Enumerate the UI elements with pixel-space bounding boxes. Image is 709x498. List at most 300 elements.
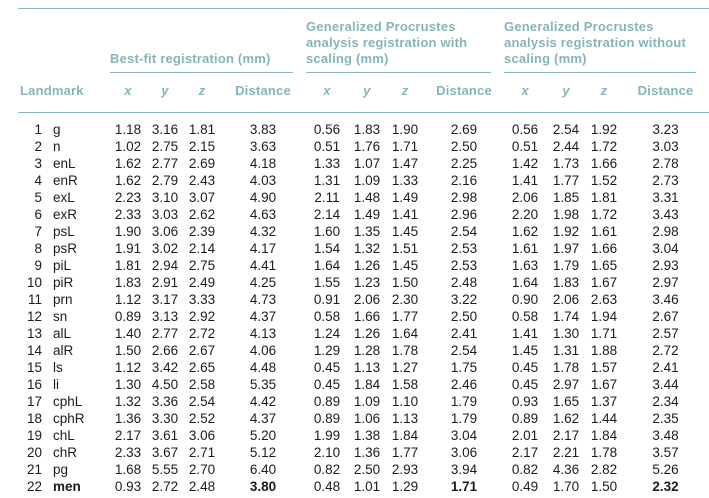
table-row (18, 274, 709, 291)
distance-cell: 4.73 (249, 292, 277, 307)
coordinate-cell: 0.58 (313, 309, 341, 324)
distance-cell: 4.42 (249, 394, 277, 409)
table-row (18, 206, 709, 223)
distance-cell: 2.41 (652, 360, 679, 375)
coordinate-cell: 1.81 (114, 258, 142, 273)
coordinate-cell: 1.73 (552, 156, 580, 171)
coordinate-cell: 3.17 (151, 292, 179, 307)
coordinate-cell: 2.23 (114, 190, 142, 205)
coordinate-cell: 0.93 (511, 394, 539, 409)
coordinate-cell: 1.67 (590, 275, 618, 290)
coordinate-cell: 1.40 (114, 326, 142, 341)
distance-cell: 2.50 (450, 139, 478, 154)
table-row (18, 291, 709, 308)
distance-cell: 1.79 (450, 394, 478, 409)
coordinate-cell: 0.45 (313, 360, 341, 375)
coordinate-cell: 1.78 (590, 445, 618, 460)
distance-cell: 4.13 (249, 326, 277, 341)
coordinate-cell: 4.36 (552, 462, 580, 477)
coordinate-cell: 1.13 (391, 411, 419, 426)
coordinate-cell: 1.63 (511, 258, 539, 273)
coordinate-cell: 1.85 (552, 190, 580, 205)
coordinate-cell: 1.79 (552, 258, 580, 273)
group-header-gpa-without-scaling (504, 9, 709, 74)
coordinate-cell: 1.52 (590, 173, 618, 188)
landmark-cell: exR (53, 207, 78, 222)
coordinate-cell: 1.24 (313, 326, 341, 341)
coordinate-cell: 2.54 (188, 394, 216, 409)
coordinate-cell: 0.89 (114, 309, 142, 324)
coordinate-cell: 2.39 (188, 224, 216, 239)
col-header-x-gpa-without: x (504, 73, 546, 113)
coordinate-cell: 1.07 (353, 156, 381, 171)
coordinate-cell: 3.10 (151, 190, 179, 205)
distance-cell: 2.46 (450, 377, 478, 392)
coordinate-cell: 2.30 (391, 292, 419, 307)
landmark-cell: prn (53, 292, 73, 307)
col-header-distance-best-fit: Distance (220, 73, 306, 113)
coordinate-cell: 1.84 (353, 377, 381, 392)
coordinate-cell: 0.45 (511, 377, 539, 392)
coordinate-cell: 1.02 (114, 139, 142, 154)
coordinate-cell: 3.36 (151, 394, 179, 409)
coordinate-cell: 2.67 (188, 343, 216, 358)
distance-cell: 2.69 (450, 122, 478, 137)
coordinate-cell: 1.06 (353, 411, 381, 426)
group-title: Generalized Procrustes analysis registration with scaling (mm) (306, 19, 491, 73)
coordinate-cell: 1.84 (391, 428, 419, 443)
coordinate-cell: 0.51 (511, 139, 539, 154)
distance-cell: 2.98 (450, 190, 478, 205)
row-number-cell: 9 (34, 258, 42, 273)
distance-cell: 6.40 (249, 462, 277, 477)
coordinate-cell: 1.45 (391, 258, 419, 273)
coordinate-cell: 3.07 (188, 190, 216, 205)
distance-cell: 5.20 (249, 428, 277, 443)
distance-cell: 2.32 (652, 479, 679, 494)
coordinate-cell: 0.45 (313, 377, 341, 392)
row-number-cell: 5 (34, 190, 42, 205)
table-row (18, 138, 709, 155)
distance-cell: 2.96 (450, 207, 478, 222)
distance-cell: 2.73 (652, 173, 679, 188)
coordinate-cell: 1.36 (114, 411, 142, 426)
distance-cell: 3.04 (450, 428, 478, 443)
coordinate-cell: 1.76 (353, 139, 381, 154)
row-number-cell: 15 (26, 360, 42, 375)
landmark-cell: men (53, 479, 81, 494)
coordinate-cell: 1.90 (114, 224, 142, 239)
coordinate-cell: 1.29 (391, 479, 419, 494)
coordinate-cell: 1.57 (590, 360, 618, 375)
coordinate-cell: 1.78 (552, 360, 580, 375)
coordinate-cell: 1.28 (353, 343, 381, 358)
col-header-x-best-fit: x (110, 73, 146, 113)
distance-cell: 3.04 (652, 241, 679, 256)
distance-cell: 3.80 (249, 479, 277, 494)
coordinate-cell: 2.58 (188, 377, 216, 392)
distance-cell: 2.48 (450, 275, 478, 290)
coordinate-cell: 1.83 (114, 275, 142, 290)
distance-cell: 1.71 (450, 479, 478, 494)
distance-cell: 2.54 (450, 224, 478, 239)
coordinate-cell: 1.97 (552, 241, 580, 256)
distance-cell: 4.41 (249, 258, 277, 273)
landmark-cell: enR (53, 173, 78, 188)
table-row (18, 172, 709, 189)
coordinate-cell: 1.47 (391, 156, 419, 171)
coordinate-cell: 1.99 (313, 428, 341, 443)
coordinate-cell: 2.70 (188, 462, 216, 477)
coordinate-cell: 1.71 (590, 326, 618, 341)
table-row (18, 189, 709, 206)
distance-cell: 3.57 (652, 445, 679, 460)
group-title: Best-fit registration (mm) (110, 51, 293, 73)
landmark-cell: psL (53, 224, 75, 239)
coordinate-cell: 3.02 (151, 241, 179, 256)
distance-cell: 3.44 (652, 377, 679, 392)
coordinate-cell: 2.06 (511, 190, 539, 205)
distance-cell: 4.18 (249, 156, 277, 171)
row-number-cell: 4 (34, 173, 42, 188)
coordinate-cell: 1.83 (552, 275, 580, 290)
landmark-cell: cphR (53, 411, 85, 426)
coordinate-cell: 1.88 (590, 343, 618, 358)
distance-cell: 3.22 (450, 292, 478, 307)
distance-cell: 2.97 (652, 275, 679, 290)
group-header-spacer (18, 9, 110, 74)
coordinate-cell: 2.71 (188, 445, 216, 460)
distance-cell: 4.32 (249, 224, 277, 239)
distance-cell: 4.06 (249, 343, 277, 358)
coordinate-cell: 1.71 (391, 139, 419, 154)
distance-cell: 3.31 (652, 190, 679, 205)
coordinate-cell: 1.78 (391, 343, 419, 358)
coordinate-cell: 1.33 (391, 173, 419, 188)
coordinate-cell: 1.26 (353, 258, 381, 273)
coordinate-cell: 2.49 (188, 275, 216, 290)
coordinate-cell: 1.49 (353, 207, 381, 222)
coordinate-cell: 2.63 (590, 292, 618, 307)
coordinate-cell: 2.97 (552, 377, 580, 392)
coordinate-cell: 1.45 (391, 224, 419, 239)
coordinate-cell: 1.61 (511, 241, 539, 256)
landmark-cell: cphL (53, 394, 83, 409)
coordinate-cell: 2.17 (114, 428, 142, 443)
coordinate-cell: 1.74 (552, 309, 580, 324)
coordinate-cell: 1.92 (552, 224, 580, 239)
landmark-column-header: Landmark (18, 73, 110, 113)
table-row (18, 223, 709, 240)
coordinate-cell: 2.17 (552, 428, 580, 443)
coordinate-cell: 2.69 (188, 156, 216, 171)
landmark-cell: piR (53, 275, 74, 290)
coordinate-cell: 2.10 (313, 445, 341, 460)
row-number-cell: 20 (26, 445, 42, 460)
table-row (18, 113, 709, 139)
distance-cell: 5.35 (249, 377, 277, 392)
coordinate-cell: 1.32 (353, 241, 381, 256)
coordinate-cell: 1.38 (353, 428, 381, 443)
distance-cell: 4.03 (249, 173, 277, 188)
coordinate-cell: 2.01 (511, 428, 539, 443)
distance-cell: 2.93 (652, 258, 679, 273)
coordinate-cell: 2.50 (353, 462, 381, 477)
coordinate-cell: 1.64 (391, 326, 419, 341)
coordinate-cell: 1.48 (353, 190, 381, 205)
coordinate-cell: 1.50 (114, 343, 142, 358)
table-body (18, 113, 709, 498)
coordinate-cell: 2.94 (151, 258, 179, 273)
coordinate-cell: 3.06 (188, 428, 216, 443)
coordinate-cell: 2.21 (552, 445, 580, 460)
row-number-cell: 18 (26, 411, 42, 426)
coordinate-cell: 1.72 (590, 139, 618, 154)
distance-cell: 3.46 (652, 292, 679, 307)
coordinate-cell: 0.45 (511, 360, 539, 375)
row-number-cell: 14 (26, 343, 42, 358)
coordinate-cell: 1.98 (552, 207, 580, 222)
coordinate-cell: 1.41 (511, 326, 539, 341)
row-number-cell: 12 (26, 309, 42, 324)
distance-cell: 2.53 (450, 241, 478, 256)
table-row (18, 393, 709, 410)
coordinate-cell: 1.35 (353, 224, 381, 239)
coordinate-cell: 0.48 (313, 479, 341, 494)
coordinate-cell: 2.92 (188, 309, 216, 324)
distance-cell: 2.98 (652, 224, 679, 239)
distance-cell: 3.06 (450, 445, 478, 460)
coordinate-cell: 1.66 (353, 309, 381, 324)
coordinate-cell: 1.41 (391, 207, 419, 222)
coordinate-cell: 2.43 (188, 173, 216, 188)
coordinate-cell: 2.62 (188, 207, 216, 222)
coordinate-cell: 3.30 (151, 411, 179, 426)
coordinate-cell: 3.16 (151, 122, 179, 137)
coordinate-cell: 3.06 (151, 224, 179, 239)
coordinate-cell: 1.13 (353, 360, 381, 375)
row-number-cell: 7 (34, 224, 42, 239)
coordinate-cell: 0.91 (313, 292, 341, 307)
distance-cell: 2.57 (652, 326, 679, 341)
coordinate-cell: 1.94 (590, 309, 618, 324)
distance-cell: 2.54 (450, 343, 478, 358)
coordinate-cell: 1.62 (511, 224, 539, 239)
coordinate-cell: 1.61 (590, 224, 618, 239)
coordinate-cell: 1.55 (313, 275, 341, 290)
distance-cell: 1.75 (450, 360, 478, 375)
table-row (18, 461, 709, 478)
table-row (18, 478, 709, 498)
group-header-row (18, 9, 709, 74)
coordinate-cell: 1.62 (552, 411, 580, 426)
coordinate-cell: 1.90 (391, 122, 419, 137)
landmark-cell: psR (53, 241, 78, 256)
col-header-distance-gpa-with: Distance (424, 73, 504, 113)
coordinate-cell: 1.33 (313, 156, 341, 171)
coordinate-cell: 0.58 (511, 309, 539, 324)
landmark-cell: sn (53, 309, 68, 324)
coordinate-cell: 2.79 (151, 173, 179, 188)
coordinate-cell: 1.01 (353, 479, 381, 494)
coordinate-cell: 2.20 (511, 207, 539, 222)
coordinate-cell: 1.09 (353, 173, 381, 188)
distance-cell: 3.63 (249, 139, 277, 154)
row-number-cell: 22 (26, 479, 42, 494)
row-number-cell: 19 (26, 428, 42, 443)
coordinate-cell: 1.77 (391, 309, 419, 324)
coordinate-cell: 3.13 (151, 309, 179, 324)
coordinate-cell: 1.44 (590, 411, 618, 426)
distance-cell: 2.50 (450, 309, 478, 324)
landmark-cell: chR (53, 445, 78, 460)
landmark-cell: pg (53, 462, 69, 477)
row-number-cell: 13 (26, 326, 42, 341)
coordinate-cell: 1.50 (391, 275, 419, 290)
distance-cell: 2.41 (450, 326, 478, 341)
distance-cell: 2.78 (652, 156, 679, 171)
coordinate-cell: 1.66 (590, 241, 618, 256)
coordinate-cell: 1.12 (114, 292, 142, 307)
group-title: Generalized Procrustes analysis registration without scaling (mm) (504, 19, 696, 73)
distance-cell: 3.94 (450, 462, 478, 477)
coordinate-cell: 2.52 (188, 411, 216, 426)
coordinate-cell: 0.82 (511, 462, 539, 477)
distance-cell: 2.25 (450, 156, 478, 171)
coordinate-cell: 1.23 (353, 275, 381, 290)
row-number-cell: 21 (26, 462, 42, 477)
coordinate-cell: 1.29 (313, 343, 341, 358)
coordinate-cell: 1.62 (114, 173, 142, 188)
table-row (18, 257, 709, 274)
coordinate-cell: 1.50 (590, 479, 618, 494)
coordinate-cell: 3.42 (151, 360, 179, 375)
coordinate-cell: 0.93 (114, 479, 142, 494)
col-header-z-gpa-with: z (386, 73, 424, 113)
coordinate-cell: 1.51 (391, 241, 419, 256)
coordinate-cell: 0.56 (313, 122, 341, 137)
coordinate-cell: 1.65 (552, 394, 580, 409)
distance-cell: 1.79 (450, 411, 478, 426)
coordinate-cell: 2.77 (151, 326, 179, 341)
coordinate-cell: 2.17 (511, 445, 539, 460)
distance-cell: 5.12 (249, 445, 277, 460)
row-number-cell: 17 (26, 394, 42, 409)
distance-cell: 4.48 (249, 360, 277, 375)
landmark-cell: g (53, 122, 61, 137)
distance-cell: 5.26 (652, 462, 679, 477)
landmark-cell: alL (53, 326, 72, 341)
coordinate-cell: 1.41 (511, 173, 539, 188)
coordinate-cell: 3.03 (151, 207, 179, 222)
group-header-gpa-with-scaling (306, 9, 504, 74)
coordinate-cell: 2.75 (188, 258, 216, 273)
coordinate-cell: 2.72 (188, 326, 216, 341)
landmark-cell: ls (53, 360, 63, 375)
distance-cell: 2.16 (450, 173, 478, 188)
coordinate-cell: 1.49 (391, 190, 419, 205)
table-row (18, 325, 709, 342)
coordinate-cell: 1.66 (590, 156, 618, 171)
coordinate-cell: 1.31 (552, 343, 580, 358)
coordinate-cell: 3.33 (188, 292, 216, 307)
coordinate-cell: 1.58 (391, 377, 419, 392)
distance-cell: 3.48 (652, 428, 679, 443)
coordinate-cell: 1.37 (590, 394, 618, 409)
table-row (18, 342, 709, 359)
coordinate-cell: 5.55 (151, 462, 179, 477)
coordinate-cell: 2.82 (590, 462, 618, 477)
coordinate-cell: 2.33 (114, 207, 142, 222)
distance-cell: 4.25 (249, 275, 277, 290)
coordinate-cell: 0.89 (511, 411, 539, 426)
coordinate-cell: 1.42 (511, 156, 539, 171)
coordinate-cell: 2.11 (314, 190, 340, 205)
coordinate-cell: 1.27 (391, 360, 419, 375)
col-header-z-best-fit: z (184, 73, 220, 113)
coordinate-cell: 1.62 (114, 156, 142, 171)
distance-cell: 4.63 (249, 207, 277, 222)
coordinate-cell: 2.15 (188, 139, 216, 154)
table-row (18, 376, 709, 393)
distance-cell: 2.53 (450, 258, 478, 273)
row-number-cell: 3 (34, 156, 42, 171)
coordinate-cell: 1.83 (353, 122, 381, 137)
table-row (18, 444, 709, 461)
distance-cell: 3.03 (652, 139, 679, 154)
coordinate-cell: 1.09 (353, 394, 381, 409)
coordinate-cell: 1.92 (590, 122, 618, 137)
coordinate-cell: 1.10 (391, 394, 419, 409)
coordinate-cell: 2.44 (552, 139, 580, 154)
col-header-z-gpa-without: z (586, 73, 622, 113)
coordinate-cell: 1.31 (313, 173, 341, 188)
distance-cell: 2.35 (652, 411, 679, 426)
coordinate-cell: 0.90 (511, 292, 539, 307)
table-row (18, 155, 709, 172)
coordinate-cell: 1.64 (313, 258, 341, 273)
coordinate-cell: 0.89 (313, 411, 341, 426)
landmark-cell: alR (53, 343, 74, 358)
coordinate-cell: 2.77 (151, 156, 179, 171)
distance-cell: 3.23 (652, 122, 679, 137)
coordinate-cell: 2.91 (151, 275, 179, 290)
coordinate-cell: 1.77 (391, 445, 419, 460)
column-header-row (18, 73, 709, 113)
landmark-cell: piL (53, 258, 72, 273)
coordinate-cell: 4.50 (151, 377, 179, 392)
row-number-cell: 6 (34, 207, 42, 222)
col-header-distance-gpa-without: Distance (622, 73, 709, 113)
coordinate-cell: 0.89 (313, 394, 341, 409)
landmark-cell: n (53, 139, 61, 154)
distance-cell: 4.17 (249, 241, 277, 256)
coordinate-cell: 1.36 (353, 445, 381, 460)
distance-cell: 3.43 (652, 207, 679, 222)
coordinate-cell: 2.72 (151, 479, 179, 494)
row-number-cell: 8 (34, 241, 42, 256)
coordinate-cell: 1.12 (114, 360, 142, 375)
coordinate-cell: 1.67 (590, 377, 618, 392)
coordinate-cell: 2.14 (313, 207, 341, 222)
coordinate-cell: 0.51 (313, 139, 341, 154)
coordinate-cell: 1.81 (590, 190, 618, 205)
coordinate-cell: 1.65 (590, 258, 618, 273)
coordinate-cell: 1.60 (313, 224, 341, 239)
coordinate-cell: 2.33 (114, 445, 142, 460)
col-header-y-best-fit: y (146, 73, 184, 113)
coordinate-cell: 2.93 (391, 462, 419, 477)
